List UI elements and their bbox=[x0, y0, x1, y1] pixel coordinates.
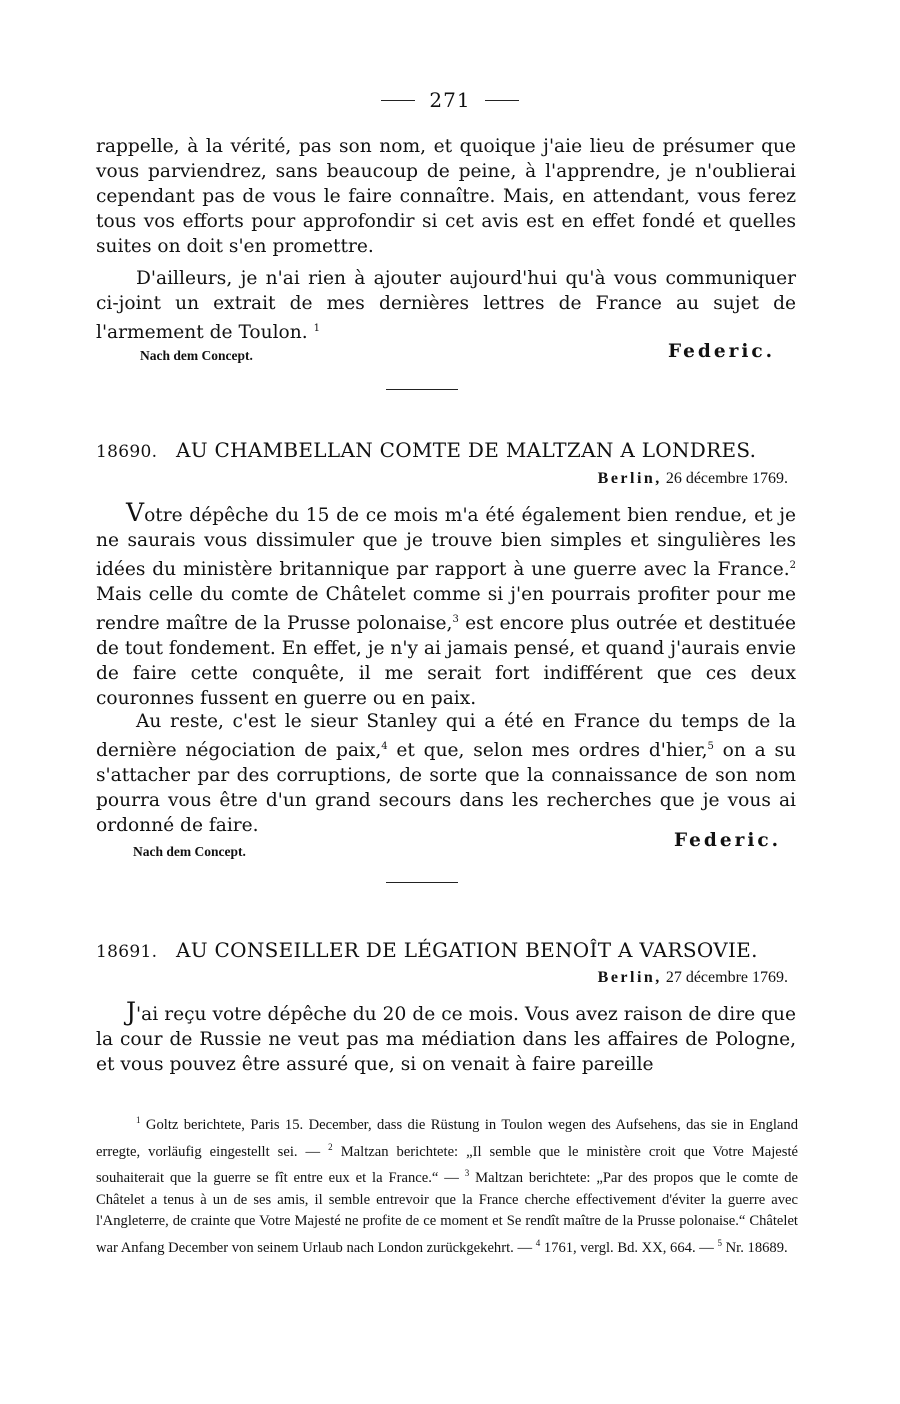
prev-letter-text-2: D'ailleurs, je n'ai rien à ajouter aujourd'hui qu'à vous communiquer ci-joint un extrait de mes dernières lettres de France au sujet de l'armement de Toulon. bbox=[96, 268, 796, 344]
letter-18690-text-1b: Mais celle du comte de Châtelet comme si j'en pourrais profiter pour me rendre maître de la Prusse polonaise, bbox=[96, 584, 796, 635]
source-note-prev: Nach dem Concept. bbox=[140, 348, 253, 363]
letter-18690-paragraph-2 bbox=[96, 709, 796, 838]
letter-title-18690: AU CHAMBELLAN COMTE DE MALTZAN A LONDRES. bbox=[175, 438, 757, 462]
header-rule-left bbox=[381, 100, 415, 101]
footnote-ref-5[interactable]: 5 bbox=[707, 741, 714, 752]
footnote-mark-1: 1 bbox=[136, 1115, 141, 1125]
letter-18690-paragraph-1 bbox=[96, 500, 796, 711]
letter-heading-18690 bbox=[96, 438, 800, 462]
letter-18690-text-1a: otre dépêche du 15 de ce mois m'a été également bien rendue, et je ne saurais vous dissimuler que je trouve bien simples et singulières les idées du ministère britannique par rapport à une guerre avec la France. bbox=[96, 505, 796, 581]
date-city-18690: Berlin, bbox=[597, 470, 662, 487]
prev-letter-paragraph-2 bbox=[96, 266, 796, 345]
signature-18690: Federic. bbox=[674, 830, 782, 851]
footnote-text-4: 1761, vergl. Bd. XX, 664. — bbox=[543, 1239, 718, 1256]
page-number: 271 bbox=[429, 88, 471, 112]
dateline-18691 bbox=[598, 969, 788, 987]
letter-18691-text-1: 'ai reçu votre dépêche du 20 de ce mois. Vous avez raison de dire que la cour de Russie ne veut pas ma médiation dans les affaires de Pologne, et vous pouvez être assuré que, si on venait à faire pareille bbox=[96, 1004, 796, 1075]
date-18690: 26 décembre 1769. bbox=[665, 470, 788, 487]
footnote-mark-3: 3 bbox=[464, 1168, 470, 1178]
page-header bbox=[0, 86, 900, 114]
dateline-18690 bbox=[598, 470, 788, 488]
footnote-ref-2[interactable]: 2 bbox=[789, 560, 796, 571]
prev-letter-text-1: rappelle, à la vérité, pas son nom, et quoique j'aie lieu de présumer que vous parviendrez, sans beaucoup de peine, à l'apprendre, je n'oublierai cependant pas de vous le faire connaître. Mais, en attendant, vous ferez tous vos efforts pour approfondir si cet avis est en effet fondé et quelles suites on doit s'en promettre. bbox=[96, 136, 796, 257]
footnote-mark-5: 5 bbox=[717, 1237, 722, 1248]
section-divider-2 bbox=[386, 882, 458, 883]
footnote-ref-3[interactable]: 3 bbox=[452, 614, 459, 626]
footnotes-block bbox=[96, 1110, 798, 1259]
footnote-text-1: Goltz berichtete, Paris 15. December, dass die Rüstung in Toulon wegen des Aufsehens, das sie in England erregte, vorläufig eingestellt sei. — bbox=[96, 1117, 799, 1160]
source-note-18690: Nach dem Concept. bbox=[133, 844, 246, 859]
footnote-mark-2: 2 bbox=[328, 1141, 333, 1152]
section-divider-1 bbox=[386, 389, 458, 390]
letter-title-18691: AU CONSEILLER DE LÉGATION BENOÎT A VARSOVIE. bbox=[175, 938, 758, 962]
date-18691: 27 décembre 1769. bbox=[665, 969, 788, 986]
date-city-18691: Berlin, bbox=[597, 969, 662, 986]
footnotes-paragraph bbox=[96, 1110, 798, 1259]
footnote-ref-1[interactable]: 1 bbox=[313, 323, 320, 334]
header-rule-right bbox=[485, 100, 519, 101]
footnote-text-5: Nr. 18689. bbox=[725, 1239, 788, 1256]
footnote-mark-4: 4 bbox=[535, 1237, 541, 1248]
letter-18691-paragraph-1 bbox=[96, 999, 796, 1077]
letter-number-18690: 18690. bbox=[96, 442, 158, 462]
prev-letter-paragraph-1 bbox=[96, 134, 796, 259]
letter-number-18691: 18691. bbox=[96, 942, 158, 962]
letter-18690-text-1c: est encore plus outrée et destituée de tout fondement. En effet, je n'y ai jamais pensé, et quand j'aurais envie de faire cette conquête, il me serait fort indifférent que ces deux couronnes fussent en guerre ou en paix. bbox=[96, 613, 797, 710]
initial-letter-18691: J bbox=[126, 997, 137, 1026]
footnote-text-3: Maltzan berichtete: „Par des propos que le comte de Châtelet a tenus à un de ses amis, il semble entrevoir que la France cherche effectivement d'éviter la guerre avec l'Angleterre, de crainte que Votre Majesté ne profite de ce moment et Se rendît maître de la Prusse polonaise.“ Châtelet war Anfang December von seinem Urlaub nach London zurückgekehrt. — bbox=[96, 1170, 799, 1256]
letter-18690-text-2c: on a su s'attacher par des corruptions, de sorte que la connaissance de son nom pourra vous être d'un grand secours dans les recherches que je vous ai ordonné de faire. bbox=[96, 740, 796, 837]
letter-heading-18691 bbox=[96, 938, 800, 962]
letter-18690-text-2a: Au reste, c'est le sieur Stanley qui a été en France du temps de la dernière négociation de paix, bbox=[96, 711, 796, 762]
footnote-ref-4[interactable]: 4 bbox=[381, 741, 388, 752]
footnote-text-2: Maltzan berichtete: „Il semble que le ministère croit que Votre Majesté souhaiterait que la guerre se fît entre eux et la France.“ — bbox=[96, 1143, 798, 1186]
letter-18690-text-2b: et que, selon mes ordres d'hier, bbox=[387, 740, 708, 762]
initial-letter-18690: V bbox=[126, 498, 145, 527]
signature-prev: Federic. bbox=[668, 341, 776, 362]
